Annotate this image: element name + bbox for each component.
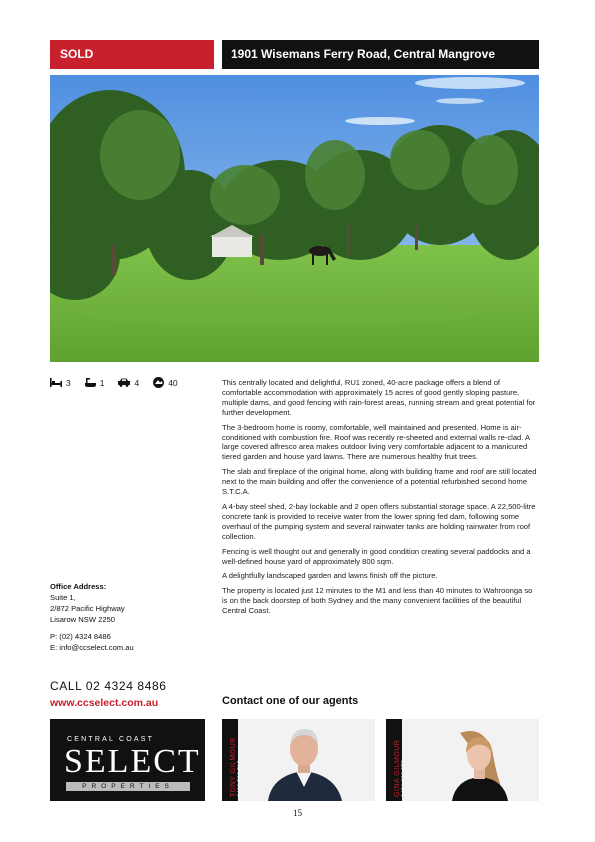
- bath-icon: [85, 378, 96, 388]
- property-photo: [50, 75, 539, 362]
- bedrooms-feature: [50, 378, 71, 388]
- website-link[interactable]: www.ccselect.com.au: [50, 697, 159, 709]
- description-paragraph: The slab and fireplace of the original home, along with building frame and roof are still located next to the main building and offer the convenience of a potential refurbished second home S.T.C.A.: [222, 467, 537, 497]
- office-line: Suite 1,: [50, 593, 76, 602]
- garages-count: 4: [134, 377, 140, 388]
- office-email[interactable]: E: info@ccselect.com.au: [50, 643, 134, 652]
- office-phone: P: (02) 4324 8486: [50, 632, 111, 641]
- office-address-block: [50, 581, 134, 653]
- property-description: [222, 378, 538, 621]
- agent-name: GINA GILMOUR: [394, 739, 401, 797]
- car-icon: [118, 378, 130, 387]
- bedrooms-count: 3: [66, 377, 71, 388]
- garages-feature: [118, 378, 139, 388]
- bathrooms-count: 1: [99, 377, 105, 388]
- agent-card-tony[interactable]: [222, 719, 375, 801]
- status-banner: SOLD: [50, 40, 214, 69]
- acres-feature: [153, 377, 177, 388]
- agent-photo: [238, 719, 375, 801]
- acres-count: 40: [168, 377, 178, 388]
- features-row: [50, 377, 178, 388]
- page-number: 15: [293, 808, 302, 818]
- bathrooms-feature: [85, 378, 105, 388]
- logo-main-text: SELECT: [64, 743, 201, 780]
- contact-heading: Contact one of our agents: [222, 695, 359, 707]
- description-paragraph: A 4-bay steel shed, 2-bay lockable and 2 open offers substantial storage space. A 22,500-litre concrete tank is provided to receive water from the lower spring fed dam, following some overhaul of the pumping system and several rainwater tanks are holding rainwater from roof collection.: [222, 501, 536, 541]
- agent-photo: [402, 719, 539, 801]
- logo-bottom-text: PROPERTIES: [66, 782, 190, 791]
- agent-name: TONY GILMOUR: [230, 737, 237, 797]
- logo-top-text: CENTRAL COAST: [67, 736, 155, 743]
- bed-icon: [50, 378, 62, 387]
- agent-card-gina[interactable]: [386, 719, 539, 801]
- description-paragraph: The 3-bedroom home is roomy, comfortable, well maintained and presented. Home is air-conditioned with combustion fire. Roof was recently re-sheeted and external walls re-clad. A large covered alfresco area makes outdoor living very comfortable adjacent to a manicured tiered garden and house yard lawns. There are numerous healthy fruit trees.: [222, 422, 530, 462]
- office-line: Lisarow NSW 2250: [50, 615, 115, 624]
- office-heading: Office Address:: [50, 582, 107, 591]
- description-paragraph: Fencing is well thought out and generally in good condition creating several paddocks and a well-defined house yard of approximately 800 sqm.: [222, 546, 531, 566]
- agency-logo: [50, 719, 205, 801]
- call-number[interactable]: CALL 02 4324 8486: [50, 679, 167, 693]
- land-icon: [153, 377, 164, 388]
- office-line: 2/872 Pacific Highway: [50, 604, 125, 613]
- description-paragraph: This centrally located and delightful, RU1 zoned, 40-acre package offers a blend of comfortable accommodation with approximately 15 acres of good gently sloping pasture, multiple dams, and good fencing with rain-forest areas, running stream and great potential for further development.: [222, 378, 536, 417]
- address-title: 1901 Wisemans Ferry Road, Central Mangrove: [222, 40, 539, 69]
- description-paragraph: The property is located just 12 minutes to the M1 and less than 40 minutes to Wahroonga so is on the back doorstep of both Sydney and the many convenient facilities of the beautiful Central Coast.: [222, 586, 533, 616]
- description-paragraph: A delightfully landscaped garden and lawns finish off the picture.: [222, 571, 438, 581]
